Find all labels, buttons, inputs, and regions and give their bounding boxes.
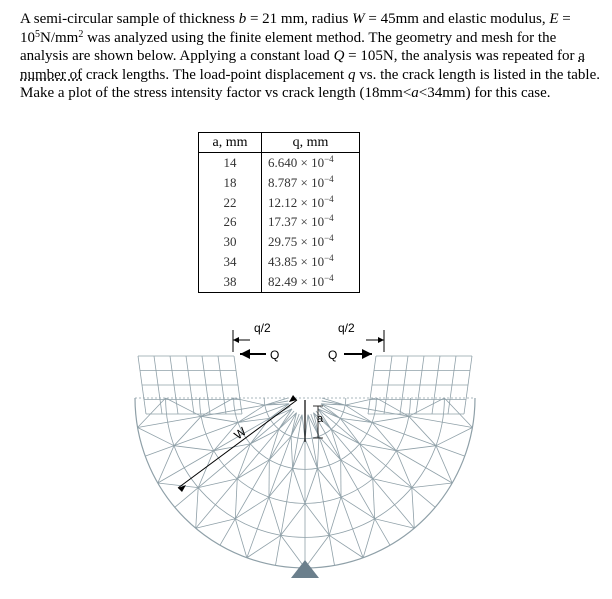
header-crack-length: a, mm — [199, 133, 262, 153]
mesh-lines — [135, 356, 475, 568]
symbol-W: W — [352, 11, 365, 27]
symbol-Q: Q — [333, 48, 345, 65]
radius-label: W — [231, 424, 249, 443]
table-row — [199, 173, 360, 193]
cell-a: 18 — [199, 173, 262, 193]
annotations — [178, 321, 384, 578]
left-disp-label: q/2 — [254, 321, 271, 335]
symbol-E: E — [549, 11, 559, 27]
left-load-label: Q — [270, 348, 280, 362]
cell-q: $82.49 \times 10^{-4}$ — [262, 272, 360, 292]
table-row — [199, 212, 360, 232]
crack-label: a — [316, 413, 324, 425]
table-row — [199, 232, 360, 252]
table-header-row — [199, 133, 360, 153]
cell-a: 38 — [199, 272, 262, 292]
problem-statement: A semi-circular sample of thickness b = 21 mm, radius W = 45mm and elastic modulus, $E = 10^5N/mm^2$ was analyzed using the finite element method. The geometry and mesh for the analysis are shown below. Applying a constant load Q = 105N, the analysis was repeated for a number of crack lengths. The load-point displacement q vs. the crack length is listed in the table. Make a plot of the stress intensity factor vs crack length (18mm<a<34mm) for this case. — [20, 11, 601, 102]
cell-a: 30 — [199, 232, 262, 252]
cell-a: 14 — [199, 153, 262, 173]
cell-a: 22 — [199, 193, 262, 213]
cell-q: $8.787 \times 10^{-4}$ — [268, 173, 334, 190]
right-disp-label: q/2 — [338, 321, 355, 335]
cell-q: $17.37 \times 10^{-4}$ — [268, 213, 334, 230]
cell-q: $6.640 \times 10^{-4}$ — [268, 154, 334, 170]
cell-q: $29.75 \times 10^{-4}$ — [268, 233, 334, 250]
table-row — [199, 153, 360, 173]
cell-a: 26 — [199, 212, 262, 232]
table-row — [199, 193, 360, 213]
cell-q: $12.12 \times 10^{-4}$ — [268, 193, 334, 210]
fem-mesh-figure — [0, 300, 612, 599]
table-row — [199, 252, 360, 272]
cell-q: $43.85 \times 10^{-4}$ — [268, 252, 334, 269]
cell-a: 34 — [199, 252, 262, 272]
support-triangle — [291, 560, 319, 578]
right-load-label: Q — [328, 348, 338, 362]
displacement-table — [198, 132, 360, 293]
header-displacement: q, mm — [262, 133, 360, 153]
table-row — [199, 272, 360, 292]
symbol-q: q — [347, 66, 356, 83]
symbol-a: a — [411, 85, 419, 102]
symbol-b: b — [238, 11, 247, 27]
